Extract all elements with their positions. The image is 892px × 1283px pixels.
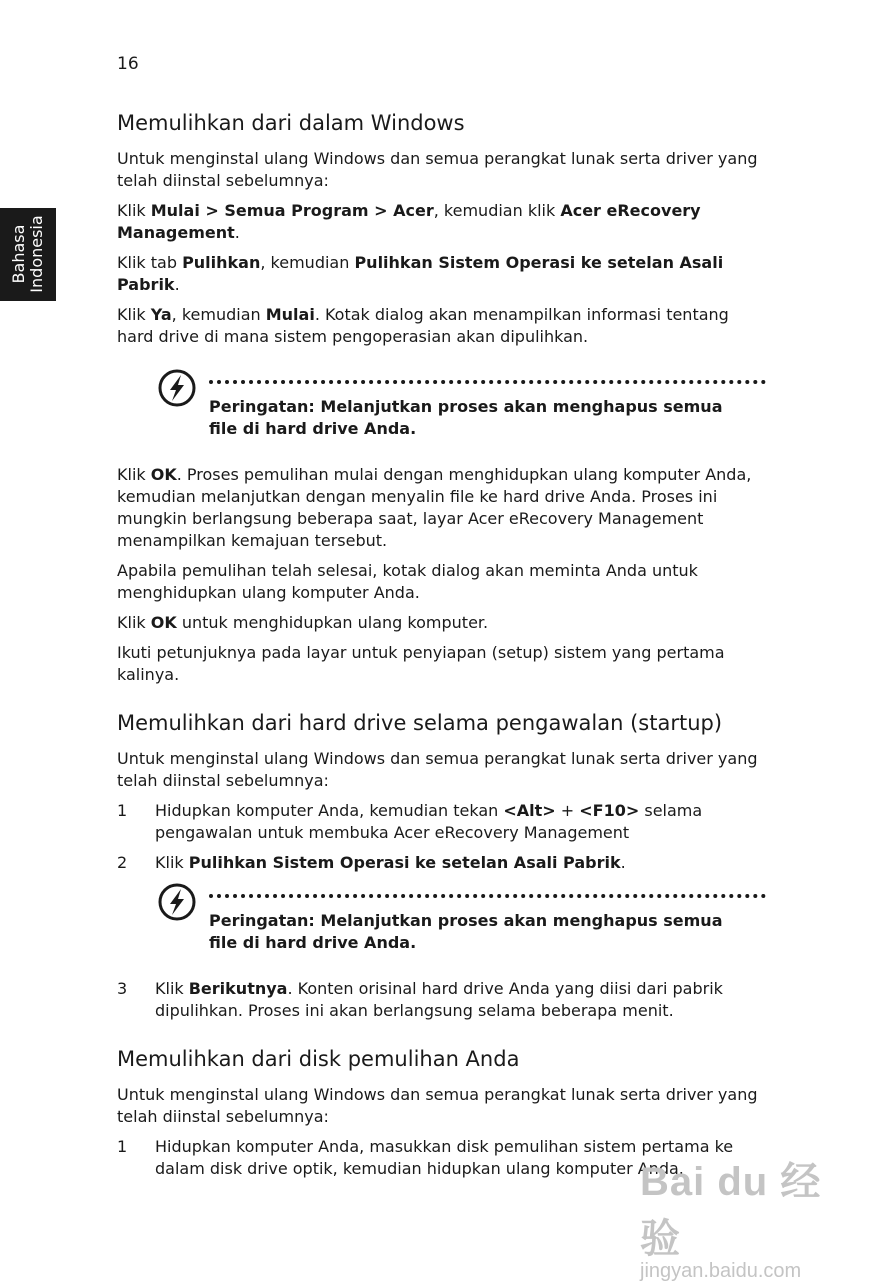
steps-list [117,800,762,874]
section-intro: Untuk menginstal ulang Windows dan semua perangkat lunak serta driver yang telah diinstal sebelumnya: [117,149,758,190]
paragraph: Ikuti petunjuknya pada layar untuk penyiapan (setup) sistem yang pertama kalinya. [117,643,725,684]
paragraph: Klik OK. Proses pemulihan mulai dengan menghidupkan ulang komputer Anda, kemudian melanjutkan dengan menyalin file ke hard drive Anda. Proses ini mungkin berlangsung beberapa saat, layar Acer eRecovery Management menampilkan kemajuan tersebut. [117,465,752,550]
list-item: 1 Hidupkan komputer Anda, masukkan disk pemulihan sistem pertama ke dalam disk drive optik, kemudian hidupkan ulang komputer Anda. [117,1137,734,1178]
warning-dotted-line [209,894,766,898]
list-item: 1 Hidupkan komputer Anda, kemudian tekan <Alt> + <F10> selama pengawalan untuk membuka Acer eRecovery Management [117,801,703,842]
section-intro: Untuk menginstal ulang Windows dan semua perangkat lunak serta driver yang telah diinstal sebelumnya: [117,749,758,790]
section-intro: Untuk menginstal ulang Windows dan semua perangkat lunak serta driver yang telah diinstal sebelumnya: [117,1085,758,1126]
section-title: Memulihkan dari hard drive selama pengawalan (startup) [117,711,723,735]
page-number: 16 [117,54,139,74]
steps-list [117,978,762,1022]
baidu-watermark [640,1150,860,1282]
warning-text: Peringatan: Melanjutkan proses akan menghapus semua file di hard drive Anda. [209,911,723,952]
warning-box [157,368,762,464]
paragraph: Apabila pemulihan telah selesai, kotak dialog akan meminta Anda untuk menghidupkan ulang komputer Anda. [117,561,698,602]
section-title: Memulihkan dari dalam Windows [117,111,465,135]
language-side-tab-label [10,215,46,292]
page-content [117,110,762,1188]
list-item: 3 Klik Berikutnya. Konten orisinal hard drive Anda yang diisi dari pabrik dipulihkan. Proses ini akan berlangsung selama beberapa menit. [117,979,723,1020]
paragraph: Klik OK untuk menghidupkan ulang komputer. [117,613,489,632]
side-tab-line1: Bahasa [9,224,28,284]
list-item: 2 Klik Pulihkan Sistem Operasi ke setelan Asali Pabrik. [117,853,626,872]
warning-icon [157,368,197,408]
warning-dotted-line [209,380,766,384]
section-title: Memulihkan dari disk pemulihan Anda [117,1047,520,1071]
paragraph: Klik Mulai > Semua Program > Acer, kemudian klik Acer eRecovery Management. [117,201,701,242]
warning-text: Peringatan: Melanjutkan proses akan menghapus semua file di hard drive Anda. [209,397,723,438]
warning-box [157,882,762,978]
side-tab-line2: Indonesia [27,215,46,293]
language-side-tab [0,208,56,301]
watermark-url: jingyan.baidu.com [640,1260,802,1282]
paragraph: Klik Ya, kemudian Mulai. Kotak dialog akan menampilkan informasi tentang hard drive di mana sistem pengoperasian akan dipulihkan. [117,305,729,346]
watermark-logo: Bai du 经验 [640,1160,822,1261]
warning-icon [157,882,197,922]
paragraph: Klik tab Pulihkan, kemudian Pulihkan Sistem Operasi ke setelan Asali Pabrik. [117,253,724,294]
